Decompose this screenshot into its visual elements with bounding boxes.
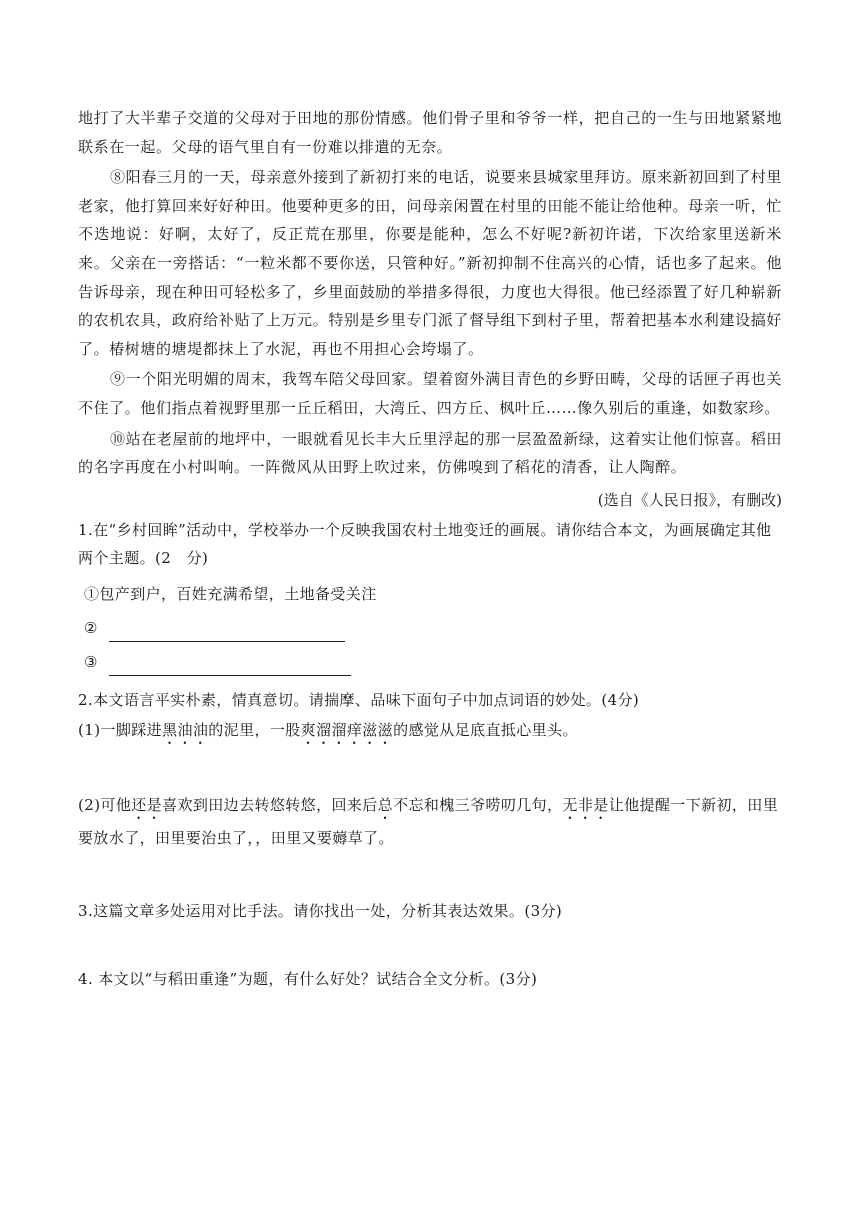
sentence-1-text-b: 的泥里，一股: [208, 720, 301, 739]
question-1-answer-2: [84, 614, 782, 642]
answer-2-number: ②: [84, 618, 98, 637]
question-1: 1.在“乡村回眸”活动中，学校举办一个反映我国农村土地变迁的画展。请你结合本文，为画展确定其他两个主题。(2 分): [78, 520, 772, 567]
question-1-answer-1: ①包产到户，百姓充满希望，土地备受关注: [84, 584, 377, 603]
sentence-1-text-c: 的感觉从足底直抵心里头。: [393, 720, 578, 739]
sentence-2-text-d: 让他提醒一下新初，田里要放水了，田里要治虫了，，田里又要薅草了。: [78, 795, 779, 847]
source-citation: (选自《人民日报》，有删改): [597, 490, 782, 509]
question-3: 3.这篇文章多处运用对比手法。请你找出一处，分析其表达效果。(3分): [78, 901, 563, 920]
sentence-1-dotted-word-2: 爽溜溜痒滋滋: [300, 720, 394, 739]
passage-paragraph-8: ⑧阳春三月的一天，母亲意外接到了新初打来的电话，说要来县城家里拜访。原来新初回到了村里老家，他打算回来好好种田。他要种更多的田，问母亲闲置在村里的田能不能让给他种。母亲一听，忙不迭地说：好啊，太好了，反正荒在那里，你要是能种，怎么不好呢?新初许诺，下次给家里送新米来。父亲在一旁搭话：“一粒米都不要你送，只管种好。”新初抑制不住高兴的心情，话也多了起来。他告诉母亲，现在种田可轻松多了，乡里面鼓励的举措多得很，力度也大得很。他已经添置了好几种崭新的农机农具，政府给补贴了上万元。特别是乡里专门派了督导组下到村子里，帮着把基本水利建设搞好了。椿树塘的塘堤都抹上了水泥，再也不用担心会垮塌了。: [78, 168, 782, 358]
sentence-1-text-a: (1)一脚踩进: [78, 720, 163, 739]
document-page: [78, 104, 782, 993]
answer-3-blank[interactable]: [109, 657, 351, 676]
sentence-1-dotted-word-1: 黑油油: [162, 720, 209, 739]
question-2-sentence-2: [78, 790, 782, 853]
sentence-2-text-c: 不忘和槐三爷唠叨几句，: [393, 795, 563, 814]
sentence-2-text-a: (2)可他: [78, 795, 132, 814]
question-2-sentence-1: [78, 716, 782, 748]
answer-3-number: ③: [84, 652, 98, 671]
sentence-2-text-b: 喜欢到田边去转悠转悠，回来后: [162, 795, 378, 814]
sentence-2-dotted-word-1: 还是: [131, 795, 163, 814]
question-1-answer-3: [84, 648, 782, 676]
answer-2-blank[interactable]: [109, 623, 345, 642]
sentence-2-dotted-word-2: 总: [377, 795, 394, 814]
passage-paragraph-continued: 地打了大半辈子交道的父母对于田地的那份情感。他们骨子里和爷爷一样，把自己的一生与田地紧紧地联系在一起。父母的语气里自有一份难以排遣的无奈。: [78, 109, 782, 156]
passage-paragraph-10: ⑩站在老屋前的地坪中，一眼就看见长丰大丘里浮起的那一层盈盈新绿，这着实让他们惊喜。稻田的名字再度在小村叫响。一阵微风从田野上吹过来，仿佛嗅到了稻花的清香，让人陶醉。: [78, 429, 782, 477]
question-2: 2.本文语言平实朴素，情真意切。请揣摩、品味下面句子中加点词语的妙处。(4分): [78, 690, 640, 709]
passage-paragraph-9: ⑨一个阳光明媚的周末，我驾车陪父母回家。望着窗外满目青色的乡野田畴，父母的话匣子再也关不住了。他们指点着视野里那一丘丘稻田，大湾丘、四方丘、枫叶丘……像久别后的重逢，如数家珍。: [78, 370, 782, 417]
sentence-2-dotted-word-3: 无非是: [562, 795, 609, 814]
question-4: 4. 本文以“与稻田重逢”为题，有什么好处？试结合全文分析。(3分): [78, 969, 538, 988]
